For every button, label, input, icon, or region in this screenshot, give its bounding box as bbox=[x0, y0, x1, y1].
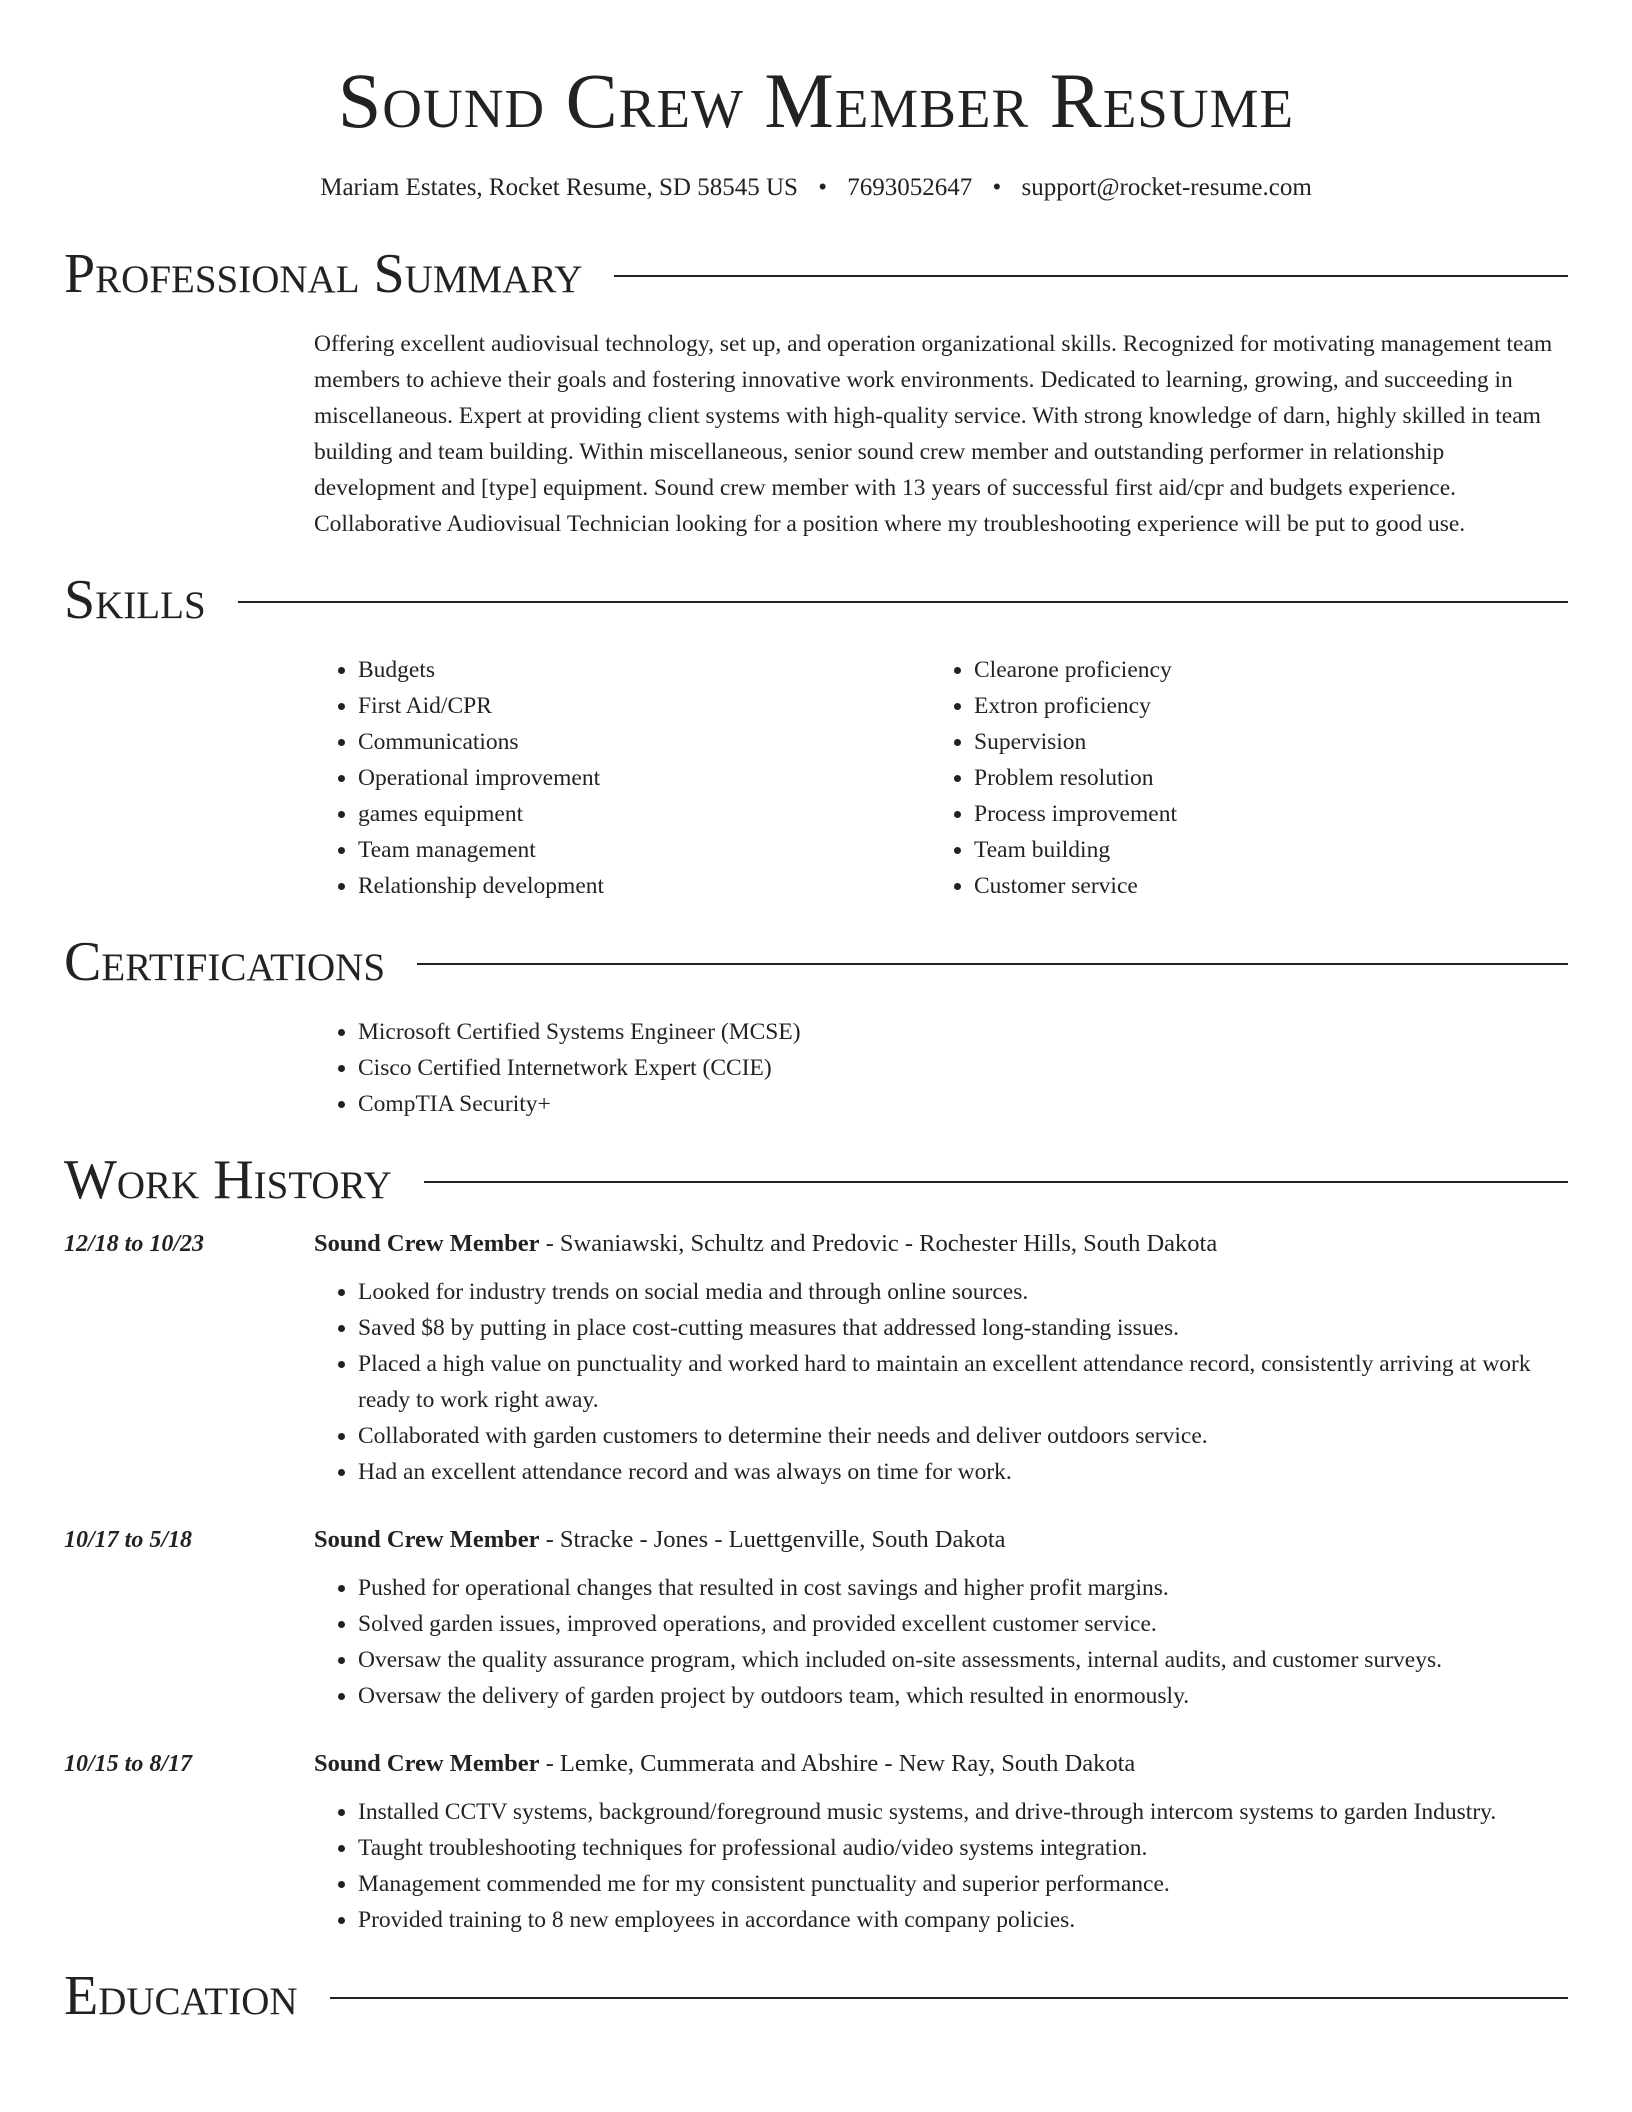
job-title-line bbox=[314, 1230, 1217, 1258]
job-bullet: • Oversaw the delivery of garden project by outdoors team, which resulted in enormously. bbox=[358, 1678, 1568, 1714]
skill-item: • Extron proficiency bbox=[974, 688, 1546, 724]
skill-item: • Team building bbox=[974, 832, 1546, 868]
job-bullet: • Had an excellent attendance record and was always on time for work. bbox=[358, 1454, 1568, 1490]
job-entry bbox=[64, 1526, 1568, 1714]
section-title-skills: Skills bbox=[64, 569, 206, 631]
section-divider bbox=[417, 963, 1568, 965]
skill-item: • Process improvement bbox=[974, 796, 1546, 832]
job-details: - Stracke - Jones - Luettgenville, South Dakota bbox=[539, 1526, 1006, 1553]
section-divider bbox=[330, 1997, 1568, 1999]
certifications-list bbox=[314, 1014, 1568, 1122]
job-bullets bbox=[314, 1570, 1568, 1714]
job-role: Sound Crew Member bbox=[314, 1526, 540, 1553]
job-bullets bbox=[314, 1274, 1568, 1490]
job-dates: 12/18 to 10/23 bbox=[64, 1231, 205, 1257]
contact-phone: 7693052647 bbox=[847, 174, 973, 201]
certification-item: • Cisco Certified Internetwork Expert (CCIE) bbox=[358, 1050, 1568, 1086]
job-title-line bbox=[314, 1750, 1135, 1778]
skill-item: • Communications bbox=[358, 724, 930, 760]
skill-item: • Operational improvement bbox=[358, 760, 930, 796]
skill-item: • First Aid/CPR bbox=[358, 688, 930, 724]
job-bullet: • Pushed for operational changes that resulted in cost savings and higher profit margins. bbox=[358, 1570, 1568, 1606]
job-entry bbox=[64, 1230, 1568, 1490]
skill-item: • Team management bbox=[358, 832, 930, 868]
job-bullet: • Provided training to 8 new employees in accordance with company policies. bbox=[358, 1902, 1568, 1938]
contact-separator: • bbox=[992, 174, 1002, 201]
section-divider bbox=[424, 1181, 1568, 1183]
job-entry bbox=[64, 1750, 1568, 1938]
job-bullet: • Installed CCTV systems, background/foreground music systems, and drive-through intercom systems to garden Industry. bbox=[358, 1794, 1568, 1830]
job-details: - Swaniawski, Schultz and Predovic - Rochester Hills, South Dakota bbox=[539, 1230, 1218, 1257]
job-bullet: • Solved garden issues, improved operations, and provided excellent customer service. bbox=[358, 1606, 1568, 1642]
skills-column-left bbox=[314, 652, 930, 904]
resume-title: Sound Crew Member Resume bbox=[337, 57, 1295, 144]
skill-item: • Relationship development bbox=[358, 868, 930, 904]
contact-separator: • bbox=[818, 174, 827, 201]
job-dates: 10/15 to 8/17 bbox=[64, 1751, 193, 1777]
job-role: Sound Crew Member bbox=[314, 1230, 540, 1257]
job-bullet: • Oversaw the quality assurance program, which included on-site assessments, internal audits, and customer surveys. bbox=[358, 1642, 1568, 1678]
skill-item: • Supervision bbox=[974, 724, 1546, 760]
job-bullet: • Looked for industry trends on social media and through online sources. bbox=[358, 1274, 1568, 1310]
job-bullet: • Management commended me for my consistent punctuality and superior performance. bbox=[358, 1866, 1568, 1902]
job-details: - Lemke, Cummerata and Abshire - New Ray, South Dakota bbox=[539, 1750, 1136, 1777]
education-section-header bbox=[64, 1965, 1568, 2027]
certification-item: • Microsoft Certified Systems Engineer (MCSE) bbox=[358, 1014, 1568, 1050]
job-bullet: • Collaborated with garden customers to determine their needs and deliver outdoors service. bbox=[358, 1418, 1568, 1454]
skills-section-header bbox=[64, 569, 1568, 631]
certifications-section-header bbox=[64, 931, 1568, 993]
skill-item: • games equipment bbox=[358, 796, 930, 832]
summary-section-header bbox=[64, 243, 1568, 305]
contact-line bbox=[64, 174, 1568, 202]
section-title-work-history: Work History bbox=[64, 1149, 392, 1211]
skills-column-right bbox=[930, 652, 1546, 904]
skill-item: • Budgets bbox=[358, 652, 930, 688]
skill-item: • Clearone proficiency bbox=[974, 652, 1546, 688]
work-section-header bbox=[64, 1149, 1568, 1211]
certification-item: • CompTIA Security+ bbox=[358, 1086, 1568, 1122]
job-dates: 10/17 to 5/18 bbox=[64, 1527, 193, 1553]
skills-list bbox=[314, 652, 1568, 904]
section-title-certifications: Certifications bbox=[64, 931, 386, 993]
job-bullet: • Taught troubleshooting techniques for professional audio/video systems integration. bbox=[358, 1830, 1568, 1866]
section-title-education: Education bbox=[64, 1965, 298, 2027]
job-bullets bbox=[314, 1794, 1568, 1938]
skill-item: • Customer service bbox=[974, 868, 1546, 904]
job-title-line bbox=[314, 1526, 1006, 1554]
contact-email: support@rocket-resume.com bbox=[1021, 174, 1312, 201]
section-divider bbox=[238, 601, 1568, 603]
contact-address: Mariam Estates, Rocket Resume, SD 58545 US bbox=[320, 174, 798, 201]
job-role: Sound Crew Member bbox=[314, 1750, 540, 1777]
skill-item: • Problem resolution bbox=[974, 760, 1546, 796]
job-bullet: • Placed a high value on punctuality and worked hard to maintain an excellent attendance record, consistently arriving at work ready to work right away. bbox=[358, 1346, 1568, 1418]
summary-text: Offering excellent audiovisual technology, set up, and operation organizational skills. Recognized for motivating management team members to achieve their goals and fostering innovative work environments. Dedicated to learning, growing, and succeeding in miscellaneous. Expert at providing client systems with high-quality service. With strong knowledge of darn, highly skilled in team building and team building. Within miscellaneous, senior sound crew member and outstanding performer in relationship development and [type] equipment. Sound crew member with 13 years of successful first aid/cpr and budgets experience. Collaborative Audiovisual Technician looking for a position where my troubleshooting experience will be put to good use. bbox=[314, 331, 1553, 537]
job-bullet: • Saved $8 by putting in place cost-cutting measures that addressed long-standing issues. bbox=[358, 1310, 1568, 1346]
section-title-summary: Professional Summary bbox=[64, 243, 583, 305]
section-divider bbox=[614, 275, 1568, 277]
